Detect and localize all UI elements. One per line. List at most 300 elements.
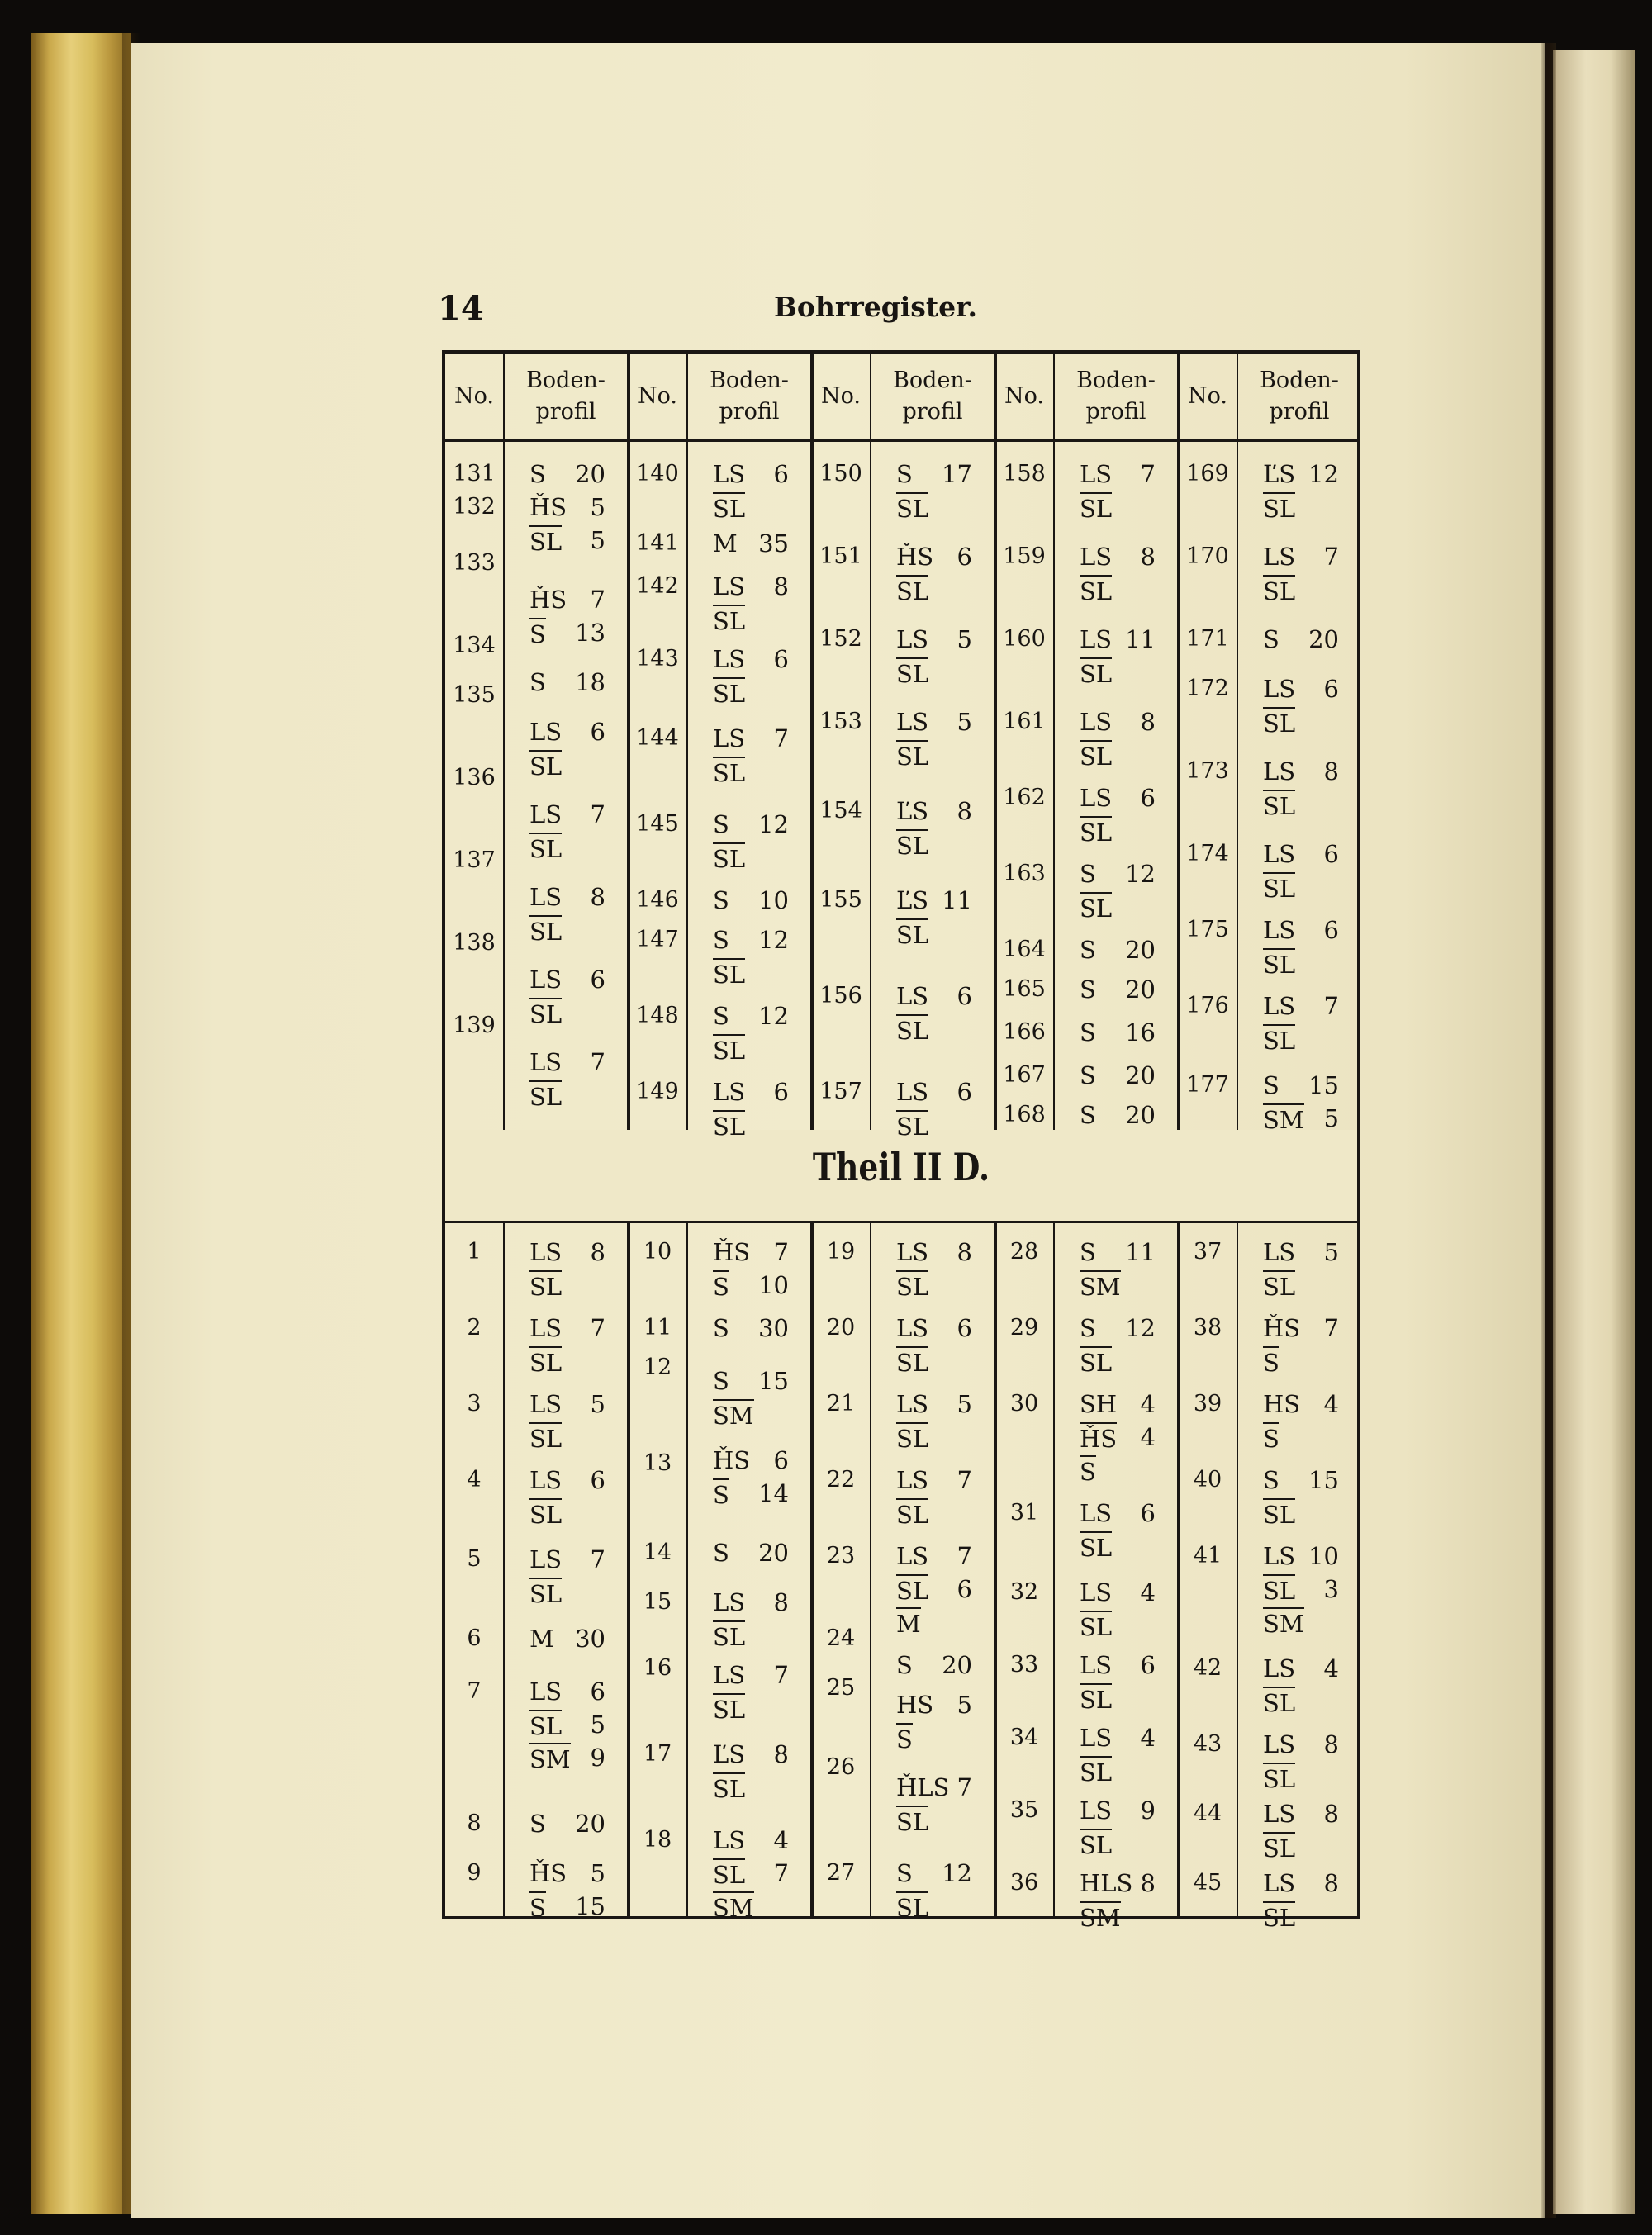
- soil-profile-entry: [529, 1046, 605, 1079]
- soil-profile-entry: [896, 458, 972, 491]
- depth-value: 14: [758, 1479, 789, 1507]
- boring-number: 5: [467, 1546, 482, 1572]
- soil-symbol: LS: [896, 1314, 929, 1342]
- depth-value: 6: [773, 645, 789, 673]
- soil-symbol: S: [896, 1651, 913, 1679]
- soil-symbol: LS: [1263, 1654, 1296, 1682]
- depth-value: 8: [1140, 543, 1156, 571]
- boring-number: 146: [636, 887, 679, 913]
- depth-value: 8: [1323, 1730, 1339, 1758]
- soil-profile-entry: [529, 996, 605, 1029]
- header-no: No.: [638, 383, 677, 409]
- depth-value: 10: [758, 886, 789, 914]
- soil-symbol: LS: [1080, 1724, 1113, 1752]
- depth-value: 6: [590, 966, 605, 994]
- boring-number: 10: [643, 1239, 672, 1265]
- soil-profile-entry: [529, 1622, 605, 1655]
- soil-profile-entry: [529, 798, 605, 831]
- facing-page-sliver: [1553, 50, 1635, 2214]
- soil-profile-entry: [896, 1649, 972, 1682]
- soil-profile-entry: [1080, 1388, 1156, 1421]
- boring-number: 174: [1186, 841, 1229, 866]
- soil-symbol: SL: [896, 829, 928, 861]
- depth-value: 16: [1125, 1018, 1156, 1046]
- soil-symbol: SL: [529, 525, 562, 557]
- soil-symbol: S: [713, 1002, 729, 1030]
- soil-profile-entry: [1080, 540, 1156, 573]
- soil-symbol: SL: [529, 1710, 562, 1741]
- soil-symbol: ȞS: [529, 493, 567, 521]
- boring-number: 177: [1186, 1072, 1229, 1098]
- soil-profile-entry: [529, 1312, 605, 1345]
- depth-value: 7: [590, 800, 605, 828]
- soil-profile-entry: [713, 841, 789, 874]
- soil-symbol: LS: [1263, 1800, 1296, 1828]
- section-rule-bottom: [445, 1221, 1357, 1223]
- depth-value: 20: [1125, 936, 1156, 964]
- soil-symbol: LS: [529, 1466, 563, 1494]
- soil-symbol: ĽS: [896, 886, 929, 914]
- soil-symbol: LS: [896, 1542, 929, 1570]
- soil-symbol: S: [1080, 1061, 1096, 1089]
- depth-value: 9: [590, 1744, 605, 1772]
- soil-symbol: SL: [529, 1346, 562, 1378]
- soil-symbol: ȞS: [713, 1238, 751, 1266]
- boring-number: 157: [819, 1079, 862, 1104]
- depth-value: 5: [1323, 1104, 1339, 1132]
- soil-profile-entry: [896, 1075, 972, 1108]
- soil-symbol: SL: [1263, 1574, 1295, 1606]
- soil-symbol: SM: [1080, 1901, 1121, 1933]
- soil-profile-entry: [1080, 781, 1156, 814]
- soil-symbol: S: [1080, 1238, 1096, 1266]
- soil-profile-entry: [896, 1345, 972, 1378]
- soil-profile-entry: [1080, 1900, 1156, 1933]
- soil-profile-entry: [1263, 1464, 1339, 1497]
- depth-value: 7: [590, 1048, 605, 1076]
- soil-profile-entry: [1080, 1345, 1156, 1378]
- soil-symbol: SL: [529, 915, 562, 947]
- soil-symbol: SL: [1263, 1763, 1295, 1794]
- soil-profile-entry: [1263, 1421, 1339, 1454]
- soil-profile-entry: [1263, 788, 1339, 821]
- soil-profile-entry: [529, 583, 605, 616]
- soil-symbol: SL: [713, 492, 745, 524]
- boring-number: 137: [453, 847, 496, 873]
- boring-number: 135: [453, 682, 496, 708]
- boring-number: 154: [819, 798, 862, 823]
- soil-symbol: SL: [896, 1806, 928, 1837]
- soil-symbol: ȞS: [713, 1446, 751, 1474]
- boring-number: 144: [636, 725, 679, 751]
- soil-symbol: LS: [713, 572, 746, 600]
- soil-symbol: SL: [1263, 948, 1295, 980]
- soil-symbol: LS: [529, 1677, 563, 1706]
- depth-value: 30: [758, 1314, 789, 1342]
- soil-symbol: LS: [1263, 1730, 1296, 1758]
- soil-profile-entry: [1080, 1721, 1156, 1754]
- depth-value: 20: [1125, 1101, 1156, 1129]
- soil-profile-entry: [1080, 656, 1156, 689]
- soil-symbol: LS: [713, 1826, 746, 1854]
- boring-number: 168: [1003, 1102, 1046, 1127]
- soil-symbol: LS: [1080, 1651, 1113, 1679]
- boring-number: 25: [826, 1675, 856, 1701]
- soil-profile-entry: [896, 1464, 972, 1497]
- soil-symbol: M: [713, 529, 738, 558]
- soil-profile-entry: [529, 880, 605, 913]
- soil-profile-entry: [1263, 838, 1339, 871]
- soil-profile-entry: [1263, 573, 1339, 606]
- depth-value: 5: [1323, 1238, 1339, 1266]
- soil-symbol: SL: [1263, 872, 1295, 904]
- depth-value: 15: [758, 1367, 789, 1395]
- soil-symbol: SL: [1263, 790, 1295, 821]
- soil-profile-entry: [713, 1477, 789, 1510]
- soil-symbol: SL: [713, 958, 745, 989]
- boring-number: 17: [643, 1741, 672, 1767]
- depth-value: 12: [942, 1859, 972, 1887]
- boring-number: 1: [467, 1239, 482, 1265]
- soil-profile-entry: [529, 1890, 605, 1923]
- soil-symbol: SL: [529, 1498, 562, 1530]
- depth-value: 8: [957, 797, 972, 825]
- soil-profile-entry: [713, 1269, 789, 1302]
- boring-number: 138: [453, 930, 496, 956]
- soil-symbol: SL: [1263, 1024, 1295, 1056]
- soil-profile-entry: [1080, 458, 1156, 491]
- depth-value: 6: [957, 982, 972, 1010]
- soil-profile-entry: [713, 1108, 789, 1141]
- depth-value: 5: [957, 1691, 972, 1719]
- soil-symbol: HS: [1263, 1390, 1301, 1418]
- depth-value: 7: [957, 1773, 972, 1801]
- soil-symbol: S: [713, 1367, 729, 1395]
- boring-number: 29: [1009, 1315, 1039, 1341]
- soil-symbol: LS: [1080, 625, 1113, 653]
- soil-profile-entry: [1080, 1269, 1156, 1302]
- soil-profile-entry: [1080, 933, 1156, 966]
- soil-symbol: SL: [896, 918, 928, 950]
- soil-profile-entry: [1263, 1497, 1339, 1530]
- boring-number: 169: [1186, 461, 1229, 486]
- soil-profile-entry: [713, 1824, 789, 1857]
- soil-profile-entry: [1263, 1388, 1339, 1421]
- soil-symbol: LS: [896, 708, 929, 736]
- soil-profile-entry: [1263, 989, 1339, 1023]
- boring-number: 18: [643, 1827, 672, 1853]
- depth-value: 7: [1323, 1314, 1339, 1342]
- depth-value: 20: [1125, 975, 1156, 1004]
- soil-profile-entry: [713, 884, 789, 917]
- soil-profile-entry: [1080, 857, 1156, 890]
- depth-value: 8: [1140, 708, 1156, 736]
- soil-symbol: LS: [896, 625, 929, 653]
- soil-profile-entry: [896, 623, 972, 656]
- soil-profile-entry: [896, 1688, 972, 1721]
- soil-profile-entry: [1080, 1421, 1156, 1454]
- soil-symbol: LS: [1263, 1869, 1296, 1897]
- boring-number: 21: [826, 1391, 856, 1416]
- book-gutter: [1541, 43, 1556, 2218]
- boring-number: 156: [819, 983, 862, 1008]
- soil-symbol: S: [713, 926, 729, 954]
- soil-symbol: S: [1263, 1346, 1279, 1378]
- depth-value: 4: [1140, 1578, 1156, 1606]
- soil-symbol: SM: [529, 1743, 571, 1774]
- soil-symbol: S: [1080, 1101, 1096, 1129]
- soil-profile-entry: [713, 1619, 789, 1652]
- soil-symbol: ȞLS: [896, 1773, 950, 1801]
- soil-profile-entry: [1080, 1312, 1156, 1345]
- soil-symbol: S: [713, 1539, 729, 1567]
- depth-value: 10: [758, 1271, 789, 1299]
- soil-profile-entry: [529, 1388, 605, 1421]
- soil-profile-entry: [713, 1075, 789, 1108]
- soil-symbol: LS: [713, 1078, 746, 1106]
- depth-value: 7: [1323, 543, 1339, 571]
- soil-profile-entry: [1263, 1797, 1339, 1830]
- soil-profile-entry: [1080, 573, 1156, 606]
- soil-profile-entry: [1263, 705, 1339, 738]
- boring-number: 39: [1193, 1391, 1222, 1416]
- soil-symbol: SM: [713, 1399, 754, 1431]
- boring-number: 19: [826, 1239, 856, 1265]
- depth-value: 8: [1140, 1869, 1156, 1897]
- soil-symbol: S: [1080, 975, 1096, 1004]
- soil-symbol: SL: [713, 757, 745, 788]
- soil-profile-entry: [1080, 1016, 1156, 1049]
- soil-profile-entry: [1263, 1102, 1339, 1135]
- soil-profile-entry: [713, 1658, 789, 1692]
- soil-symbol: SL: [713, 1620, 745, 1652]
- soil-profile-entry: [1263, 947, 1339, 980]
- depth-value: 15: [575, 1892, 605, 1920]
- boring-number: 136: [453, 765, 496, 790]
- boring-number: 151: [819, 543, 862, 569]
- soil-profile-entry: [896, 1804, 972, 1837]
- soil-symbol: S: [1080, 1018, 1096, 1046]
- soil-symbol: LS: [529, 966, 563, 994]
- depth-value: 12: [758, 1002, 789, 1030]
- soil-profile-entry: [529, 1708, 605, 1741]
- soil-symbol: SL: [713, 1110, 745, 1141]
- soil-profile-entry: [1080, 738, 1156, 771]
- soil-symbol: S: [713, 1314, 729, 1342]
- boring-number: 150: [819, 461, 862, 486]
- soil-symbol: SL: [896, 1014, 928, 1046]
- soil-profile-entry: [896, 980, 972, 1013]
- soil-symbol: LS: [529, 718, 563, 746]
- soil-symbol: SL: [1263, 492, 1295, 524]
- soil-symbol: S: [1263, 1422, 1279, 1454]
- soil-profile-entry: [1263, 1830, 1339, 1863]
- depth-value: 12: [758, 926, 789, 954]
- page-number: 14: [438, 289, 484, 328]
- soil-profile-entry: [1080, 1609, 1156, 1642]
- soil-profile-entry: [896, 1236, 972, 1269]
- soil-symbol: SL: [529, 833, 562, 864]
- soil-profile-entry: [529, 1079, 605, 1112]
- running-title: Bohrregister.: [774, 291, 977, 323]
- soil-profile-entry: [896, 1108, 972, 1141]
- soil-profile-entry: [896, 1421, 972, 1454]
- boring-number: 152: [819, 626, 862, 652]
- soil-symbol: SL: [1263, 1687, 1295, 1718]
- soil-profile-entry: [713, 755, 789, 788]
- boring-number: 162: [1003, 785, 1046, 810]
- soil-symbol: LS: [529, 1390, 563, 1418]
- soil-profile-entry: [713, 1771, 789, 1804]
- soil-symbol: S: [713, 1478, 729, 1510]
- soil-symbol: SL: [713, 1858, 745, 1890]
- soil-symbol: M: [529, 1625, 554, 1653]
- soil-profile-entry: [1080, 814, 1156, 847]
- soil-profile-entry: [896, 738, 972, 771]
- depth-value: 7: [590, 1314, 605, 1342]
- boring-number: 148: [636, 1003, 679, 1028]
- soil-profile-entry: [529, 666, 605, 699]
- boring-number: 141: [636, 530, 679, 556]
- soil-profile-entry: [713, 643, 789, 676]
- soil-profile-entry: [1263, 1900, 1339, 1933]
- soil-profile-entry: [896, 1540, 972, 1573]
- boring-number: 22: [826, 1467, 856, 1492]
- soil-profile-entry: [896, 705, 972, 738]
- boring-number: 153: [819, 709, 862, 734]
- soil-profile-entry: [1263, 672, 1339, 705]
- boring-number: 13: [643, 1450, 672, 1476]
- soil-symbol: SL: [529, 1270, 562, 1302]
- depth-value: 8: [773, 1588, 789, 1616]
- soil-profile-entry: [896, 828, 972, 861]
- soil-profile-entry: [529, 1857, 605, 1890]
- depth-value: 6: [957, 1314, 972, 1342]
- depth-value: 6: [590, 1466, 605, 1494]
- depth-value: 8: [773, 1740, 789, 1768]
- header-bodenprofil: Boden- profil: [526, 368, 605, 425]
- soil-symbol: LS: [1263, 1238, 1296, 1266]
- soil-profile-entry: [1263, 1069, 1339, 1102]
- soil-symbol: LS: [1263, 916, 1296, 944]
- soil-symbol: SL: [713, 1693, 745, 1725]
- soil-profile-entry: [1080, 1794, 1156, 1827]
- soil-symbol: LS: [529, 1238, 563, 1266]
- soil-symbol: LS: [713, 645, 746, 673]
- soil-profile-entry: [529, 913, 605, 947]
- soil-symbol: HLS: [1080, 1869, 1133, 1897]
- depth-value: 6: [1140, 784, 1156, 812]
- soil-symbol: SL: [1263, 575, 1295, 606]
- soil-symbol: ĽS: [1263, 460, 1296, 488]
- soil-profile-entry: [713, 1312, 789, 1345]
- depth-value: 5: [957, 708, 972, 736]
- depth-value: 4: [1140, 1423, 1156, 1451]
- soil-profile-entry: [529, 458, 605, 491]
- boring-number: 158: [1003, 461, 1046, 486]
- soil-profile-entry: [713, 1738, 789, 1771]
- soil-symbol: LS: [529, 1314, 563, 1342]
- depth-value: 20: [1308, 625, 1339, 653]
- boring-number: 164: [1003, 937, 1046, 962]
- depth-value: 4: [1140, 1724, 1156, 1752]
- depth-value: 3: [1323, 1575, 1339, 1603]
- boring-number: 28: [1009, 1239, 1039, 1265]
- depth-value: 11: [942, 886, 972, 914]
- boring-number: 131: [453, 461, 496, 486]
- soil-symbol: ȞS: [529, 586, 567, 614]
- soil-profile-entry: [896, 573, 972, 606]
- soil-symbol: LS: [713, 460, 746, 488]
- depth-value: 6: [590, 718, 605, 746]
- soil-symbol: SM: [1263, 1103, 1304, 1135]
- boring-number: 167: [1003, 1062, 1046, 1088]
- boring-number: 155: [819, 887, 862, 913]
- soil-symbol: ĽS: [896, 797, 929, 825]
- soil-profile-entry: [1263, 1269, 1339, 1302]
- soil-symbol: SL: [1263, 1901, 1295, 1933]
- soil-profile-entry: [896, 1721, 972, 1754]
- boring-number: 35: [1009, 1797, 1039, 1823]
- soil-symbol: S: [1263, 1071, 1279, 1099]
- soil-symbol: LS: [529, 883, 563, 911]
- soil-symbol: ȞS: [1080, 1422, 1117, 1454]
- soil-profile-entry: [896, 795, 972, 828]
- soil-profile-entry: [713, 1857, 789, 1890]
- boring-number: 9: [467, 1860, 482, 1886]
- boring-number: 26: [826, 1754, 856, 1780]
- soil-profile-entry: [529, 524, 605, 557]
- soil-profile-entry: [896, 1269, 972, 1302]
- boring-number: 171: [1186, 626, 1229, 652]
- soil-profile-entry: [896, 1606, 972, 1639]
- soil-profile-entry: [713, 491, 789, 524]
- boring-number: 132: [453, 494, 496, 520]
- soil-symbol: S: [529, 618, 546, 649]
- boring-number: 133: [453, 550, 496, 576]
- soil-symbol: SL: [1080, 740, 1112, 771]
- boring-number: 2: [467, 1315, 482, 1341]
- boring-number: 34: [1009, 1725, 1039, 1750]
- depth-value: 7: [773, 1238, 789, 1266]
- depth-value: 6: [957, 1575, 972, 1603]
- soil-symbol: ȞS: [529, 1859, 567, 1887]
- boring-number: 159: [1003, 543, 1046, 569]
- soil-profile-entry: [529, 1269, 605, 1302]
- depth-value: 6: [1323, 916, 1339, 944]
- soil-symbol: LS: [896, 1238, 929, 1266]
- soil-symbol: LS: [1080, 1578, 1113, 1606]
- soil-profile-entry: [1263, 1540, 1339, 1573]
- header-bodenprofil: Boden- profil: [1260, 368, 1339, 425]
- depth-value: 13: [575, 619, 605, 647]
- soil-profile-entry: [1080, 1099, 1156, 1132]
- soil-profile-entry: [529, 1741, 605, 1774]
- depth-value: 4: [773, 1826, 789, 1854]
- soil-symbol: SL: [1080, 892, 1112, 923]
- soil-symbol: S: [1080, 1455, 1096, 1487]
- soil-symbol: LS: [1263, 675, 1296, 703]
- soil-symbol: SL: [1080, 816, 1112, 847]
- depth-value: 7: [773, 724, 789, 752]
- boring-number: 14: [643, 1540, 672, 1565]
- soil-symbol: SM: [713, 1891, 754, 1923]
- soil-symbol: LS: [1263, 992, 1296, 1020]
- depth-value: 20: [575, 1810, 605, 1838]
- soil-profile-entry: [529, 715, 605, 748]
- soil-profile-entry: [896, 1013, 972, 1046]
- soil-symbol: SL: [896, 1346, 928, 1378]
